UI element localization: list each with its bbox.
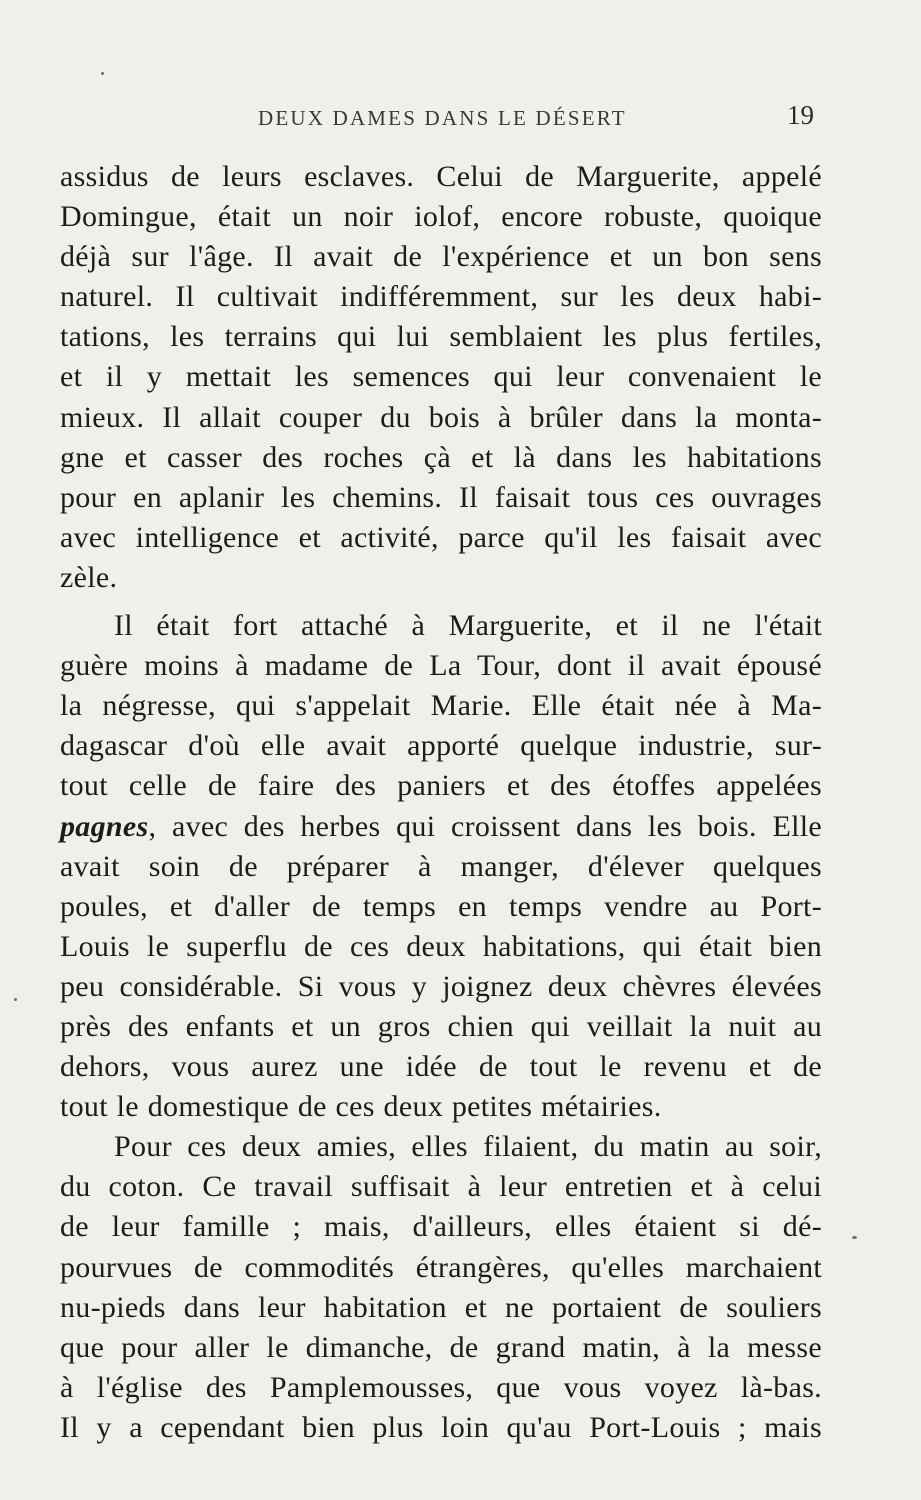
text-line: tations, les terrains qui lui semblaient les plus fertiles, bbox=[60, 320, 822, 354]
text-line: pagnes, avec des herbes qui croissent dans les bois. Elle bbox=[60, 809, 822, 843]
text-line: avait soin de préparer à manger, d'élever quelques bbox=[60, 849, 822, 883]
text-line: pourvues de commodités étrangères, qu'elles marchaient bbox=[60, 1250, 822, 1284]
text-line: dehors, vous aurez une idée de tout le revenu et de bbox=[60, 1050, 822, 1084]
text-line: Domingue, était un noir iolof, encore robuste, quoique bbox=[60, 200, 822, 234]
running-title: DEUX DAMES DANS LE DÉSERT bbox=[258, 106, 627, 130]
text-line: du coton. Ce travail suffisait à leur entretien et à celui bbox=[60, 1170, 822, 1204]
text-line: zèle. bbox=[60, 560, 118, 594]
text-line: assidus de leurs esclaves. Celui de Marguerite, appelé bbox=[60, 160, 822, 193]
scan-speck bbox=[101, 72, 104, 75]
text-line: et il y mettait les semences qui leur convenaient le bbox=[60, 360, 822, 394]
scan-speck bbox=[14, 998, 17, 1001]
text-line: Pour ces deux amies, elles filaient, du matin au soir, bbox=[114, 1130, 822, 1164]
text-line: guère moins à madame de La Tour, dont il avait épousé bbox=[60, 649, 822, 683]
paragraph bbox=[60, 157, 822, 598]
scan-speck bbox=[852, 1236, 857, 1239]
page-header bbox=[0, 100, 921, 140]
text-line: poules, et d'aller de temps en temps vendre au Port- bbox=[60, 889, 822, 923]
text-line: nu-pieds dans leur habitation et ne portaient de souliers bbox=[60, 1290, 822, 1324]
text-line: à l'église des Pamplemousses, que vous voyez là-bas. bbox=[60, 1370, 822, 1404]
text-line: Il y a cependant bien plus loin qu'au Port-Louis ; mais bbox=[60, 1410, 822, 1444]
text-line: que pour aller le dimanche, de grand matin, à la messe bbox=[60, 1330, 822, 1364]
text-line: Louis le superflu de ces deux habitations, qui était bien bbox=[60, 929, 822, 963]
italic-term: pagnes bbox=[60, 809, 149, 843]
page-number: 19 bbox=[787, 100, 814, 130]
text-line: de leur famille ; mais, d'ailleurs, elles étaient si dé- bbox=[60, 1210, 822, 1244]
paragraph bbox=[60, 1127, 822, 1448]
text-line: tout le domestique de ces deux petites métairies. bbox=[60, 1090, 662, 1124]
text-line: peu considérable. Si vous y joignez deux chèvres élevées bbox=[60, 969, 822, 1003]
text-line: près des enfants et un gros chien qui veillait la nuit au bbox=[60, 1009, 822, 1043]
text-line: dagascar d'où elle avait apporté quelque industrie, sur- bbox=[60, 729, 822, 763]
text-line: la négresse, qui s'appelait Marie. Elle était née à Ma- bbox=[60, 689, 822, 723]
text-line: gne et casser des roches çà et là dans les habitations bbox=[60, 440, 822, 474]
text-line: Il était fort attaché à Marguerite, et il ne l'était bbox=[114, 609, 822, 643]
text-line: avec intelligence et activité, parce qu'il les faisait avec bbox=[60, 520, 822, 554]
text-line: déjà sur l'âge. Il avait de l'expérience et un bon sens bbox=[60, 240, 822, 274]
paragraph-gap bbox=[60, 598, 822, 606]
text-line: tout celle de faire des paniers et des étoffes appelées bbox=[60, 769, 822, 803]
text-line: naturel. Il cultivait indifféremment, sur les deux habi- bbox=[60, 280, 822, 314]
body-text bbox=[60, 157, 822, 1448]
text-line: mieux. Il allait couper du bois à brûler dans la monta- bbox=[60, 400, 822, 434]
text-line: pour en aplanir les chemins. Il faisait tous ces ouvrages bbox=[60, 480, 822, 514]
paragraph bbox=[60, 606, 822, 1127]
